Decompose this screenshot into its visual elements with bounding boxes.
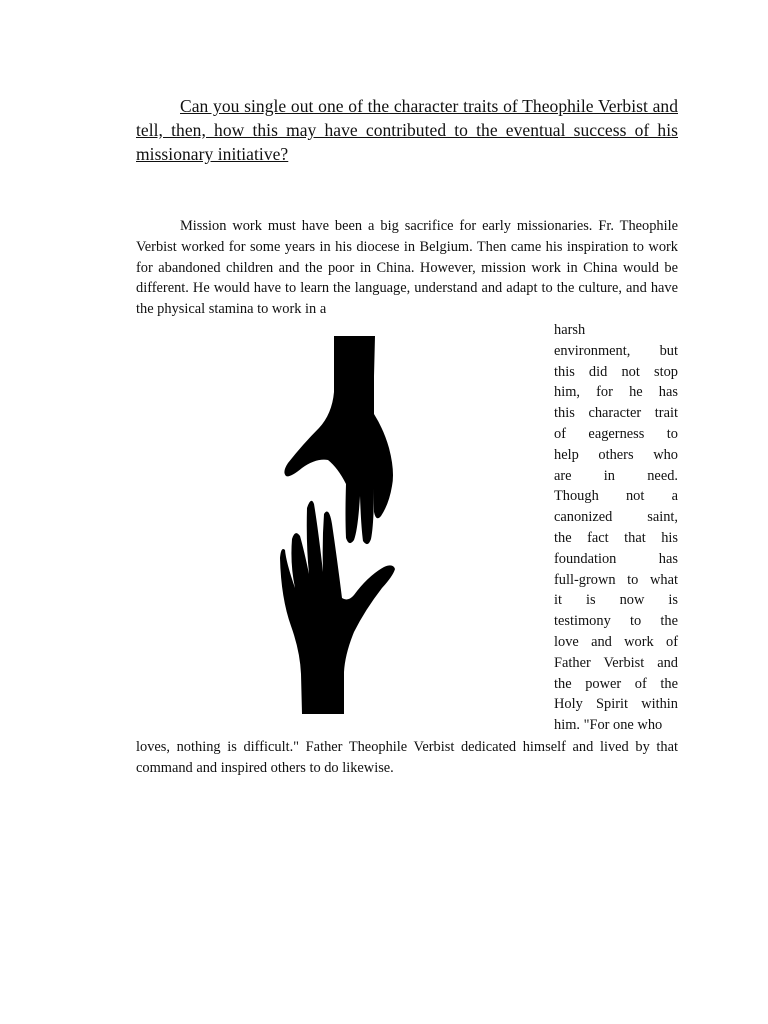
column-line: Father Verbist and [554, 654, 678, 671]
column-line: are in need. [554, 467, 678, 484]
column-line: testimony to the [554, 613, 678, 630]
column-line: help others who [554, 446, 678, 463]
column-line: him, for he has [554, 384, 678, 401]
lower-hand-icon [280, 501, 395, 714]
column-line: canonized saint, [554, 509, 678, 526]
column-line: harsh [554, 322, 586, 338]
column-line: full-grown to what [554, 571, 678, 588]
paragraph-top: Mission work must have been a big sacrifice for early missionaries. Fr. Theophile Verbist worked for some years in his diocese in Belgium. Then came his inspiration to work for abandoned children and the poor in China. However, mission work in China would be different. He would have to learn the language, understand and adapt to the culture, and have the physical stamina to work in a [136, 218, 678, 318]
reaching-hands-icon [278, 336, 398, 716]
paragraph-bottom: loves, nothing is difficult." Father Theophile Verbist dedicated himself and lived by that command and inspired others to do likewise. [136, 739, 678, 776]
column-line: this character trait [554, 405, 678, 422]
upper-hand-icon [284, 336, 393, 544]
document-heading: Can you single out one of the character traits of Theophile Verbist and tell, then, how this may have contributed to the eventual success of his missionary initiative? [136, 96, 678, 164]
reaching-hands-graphic [278, 336, 398, 716]
column-line: this did not stop [554, 363, 678, 380]
column-line: environment, but [554, 342, 678, 359]
column-line: him. "For one who [554, 717, 663, 734]
column-line: the power of the [554, 675, 678, 692]
column-line: of eagerness to [554, 425, 678, 442]
column-line: Holy Spirit within [554, 696, 678, 713]
column-line: love and work of [554, 633, 678, 650]
column-line: the fact that his [554, 529, 678, 546]
column-line: foundation has [554, 550, 678, 567]
column-line: it is now is [554, 592, 678, 609]
column-line: Though not a [554, 488, 678, 505]
paragraph-column [554, 320, 678, 736]
